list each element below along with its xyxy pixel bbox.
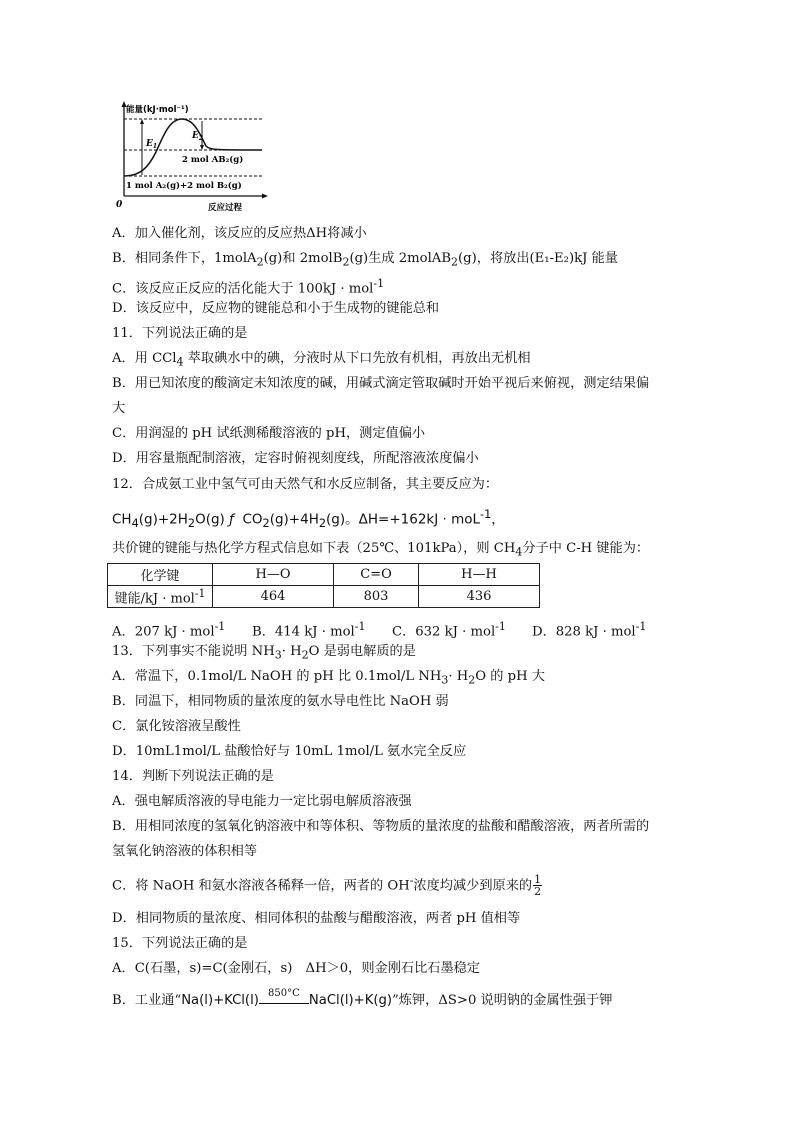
table-cell: 436: [419, 586, 540, 608]
table-cell: 803: [334, 586, 419, 608]
q11-option-d: D．用容量瓶配制溶液，定容时俯视刻度线，所配溶液浓度偏小: [112, 451, 479, 466]
table-header-cell: H—H: [419, 564, 540, 586]
q12-option-a: A．207 kJ · mol$^{-1}$: [112, 620, 226, 640]
table-row: [108, 586, 540, 608]
energy-diagram: [112, 100, 272, 218]
q12-option-c: C．632 kJ · mol$^{-1}$: [392, 620, 506, 640]
origin-label: 0: [116, 200, 123, 210]
fraction-one-half: $\frac{1}{2}$: [534, 873, 542, 899]
table-cell: 464: [213, 586, 334, 608]
q11-option-a: A．用 CCl$_4$ 萃取碘水中的碘，分液时从下口先放有机相，再放出无机相: [112, 351, 531, 369]
product-label: 2 mol AB₂(g): [182, 155, 244, 165]
q13-option-c: C．氯化铵溶液呈酸性: [112, 719, 241, 734]
e1-arrow-icon: [140, 119, 144, 124]
q11-option-c: C．用润湿的 pH 试纸测稀酸溶液的 pH，测定值偏小: [112, 426, 426, 441]
q12-intro: 共价键的键能与热化学方程式信息如下表（25℃、101kPa），则 $CH_4$分子中 C-H 键能为：: [112, 541, 650, 559]
q10-option-b: B．相同条件下，1molA$_2$(g)和 2molB$_2$(g)生成 2molAB$_2$(g)，将放出(E₁-E₂)kJ 能量: [112, 251, 618, 269]
q14-stem: 14．判断下列说法正确的是: [112, 769, 274, 784]
x-axis-label: 反应过程: [208, 203, 243, 213]
q10-option-c: C．该反应正反应的活化能大于 100kJ · mol$^{-1}$: [112, 277, 385, 297]
q14-option-b-cont: 氢氧化钠溶液的体积相等: [112, 844, 258, 859]
q12-stem: 12．合成氨工业中氢气可由天然气和水反应制备，其主要反应为：: [112, 477, 499, 492]
q13-option-b: B．同温下，相同物质的量浓度的氨水导电性比 NaOH 弱: [112, 694, 449, 709]
table-row-label: 键能/kJ · mol$^{-1}$: [108, 586, 213, 608]
reaction-curve: [124, 119, 262, 176]
table-header-cell: H—O: [213, 564, 334, 586]
y-axis-label: 能量(kJ·mol⁻¹): [126, 105, 189, 115]
reaction-condition-arrow: 850°C: [259, 996, 309, 1004]
q15-option-b: B．工业通“Na(l)+KCl(l) 850°C NaCl(l)+K(g)”炼钾，ΔS>0 说明钠的金属性强于钾: [112, 988, 613, 1008]
reactant-label: 1 mol A₂(g)+2 mol B₂(g): [126, 181, 242, 191]
table-header-row: [108, 564, 540, 586]
q10-option-d: D．该反应中，反应物的键能总和小于生成物的键能总和: [112, 301, 440, 316]
q10-option-a: A．加入催化剂，该反应的反应热ΔH将减小: [112, 226, 367, 241]
e2-label: $E_2$: [192, 131, 204, 142]
q13-option-a: A．常温下，0.1mol/L NaOH 的 pH 比 0.1mol/L $NH_3\cdot H_2O$ 的 pH 大: [112, 669, 545, 687]
q12-option-b: B．414 kJ · mol$^{-1}$: [252, 620, 366, 640]
q11-stem: 11．下列说法正确的是: [112, 326, 248, 341]
q14-option-d: D．相同物质的量浓度、相同体积的盐酸与醋酸溶液，两者 pH 值相等: [112, 911, 521, 926]
q14-option-a: A．强电解质溶液的导电能力一定比弱电解质溶液强: [112, 794, 412, 809]
q14-option-c: C．将 NaOH 和氨水溶液各稀释一倍，两者的 OH-浓度均减少到原来的 $\frac{1}{2}$: [112, 873, 542, 899]
q15-stem: 15．下列说法正确的是: [112, 936, 248, 951]
q13-stem: 13．下列事实不能说明 $NH_3\cdot H_2O$ 是弱电解质的是: [112, 644, 416, 662]
table-header-cell: C=O: [334, 564, 419, 586]
q12-equation: $CH_4(g)+2H_2O(g)$ ƒ $CO_2(g)+4H_2(g)$。ΔH=+162kJ · moL$^{-1}$，: [112, 508, 505, 531]
e2-arrow-icon: [200, 145, 204, 150]
x-axis-arrow-icon: [262, 194, 268, 199]
q11-option-b-cont: 大: [112, 401, 126, 416]
e1-label: $E_1$: [146, 139, 158, 150]
table-header-cell: 化学键: [108, 564, 213, 586]
q14-option-b: B．用相同浓度的氢氧化钠溶液中和等体积、等物质的量浓度的盐酸和醋酸溶液，两者所需的: [112, 819, 650, 834]
q11-option-b: B．用已知浓度的酸滴定未知浓度的碱，用碱式滴定管取碱时开始平视后来俯视，测定结果偏: [112, 376, 650, 391]
q12-option-d: D．828 kJ · mol$^{-1}$: [532, 620, 647, 640]
q15-option-a: A．C(石墨，s)=C(金刚石，s) ΔH＞0，则金刚石比石墨稳定: [112, 961, 481, 976]
bond-energy-table: [107, 563, 540, 608]
q13-option-d: D．10mL1mol/L 盐酸恰好与 10mL 1mol/L 氨水完全反应: [112, 744, 467, 759]
